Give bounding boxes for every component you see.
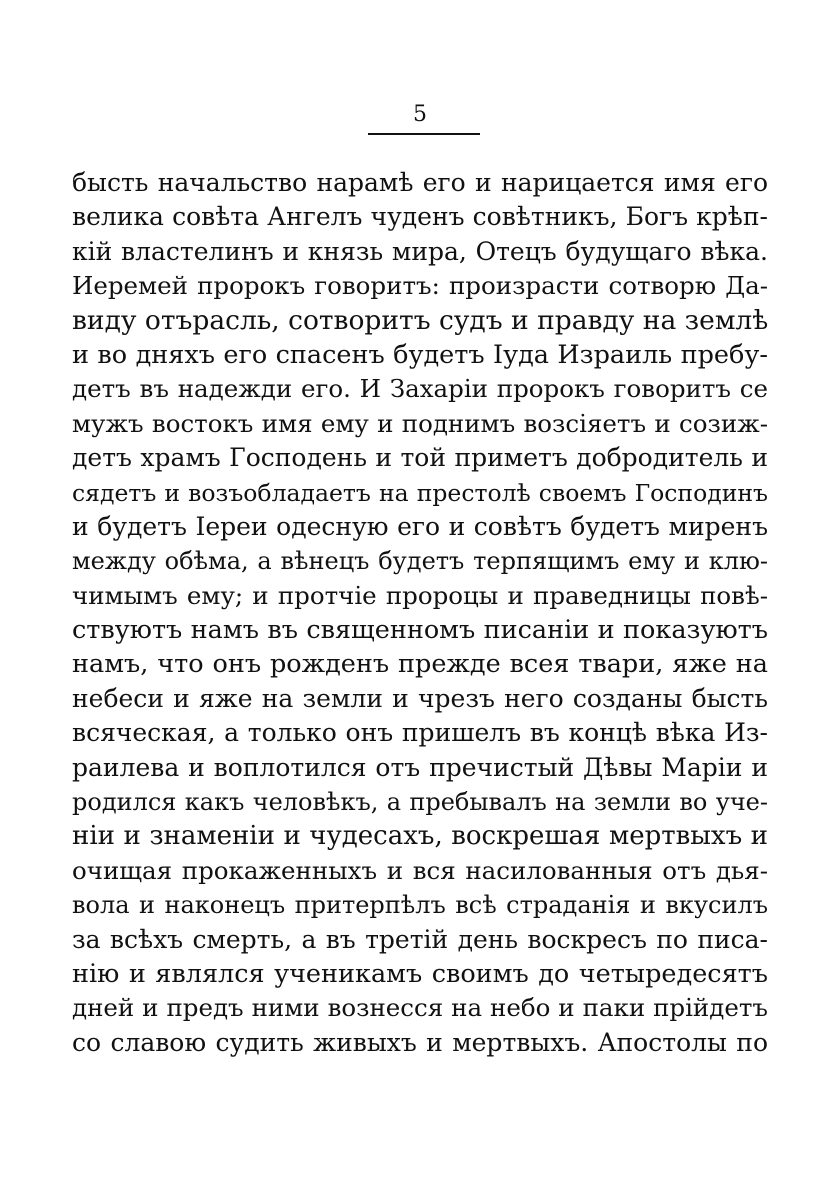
text-line: ніи и знаменіи и чудесахъ, воскрешая мертвыхъ и <box>72 821 768 852</box>
text-line: со славою судить живыхъ и мертвыхъ. Апостолы по <box>72 1027 768 1057</box>
text-line: Иеремей пророкъ говоритъ: произрасти сотворю Да- <box>72 271 768 301</box>
text-line: за всѣхъ смерть, а въ третій день воскресъ по писа- <box>72 924 768 954</box>
text-line: нію и являлся ученикамъ своимъ до четыредесятъ <box>72 958 768 989</box>
text-line: намъ, что онъ рожденъ прежде всея твари, яже на <box>72 649 768 680</box>
text-line: небеси и яже на земли и чрезъ него созданы бысть <box>72 683 768 713</box>
page-number: 5 <box>413 102 427 127</box>
text-line: сядетъ и возъобладаетъ на престолѣ своемъ Господинъ <box>72 478 768 507</box>
header-rule <box>368 133 480 135</box>
body-text <box>72 166 768 1060</box>
text-line: очищая прокаженныхъ и вся насилованныя отъ дья- <box>72 855 768 885</box>
text-line: детъ въ надежди его. И Захаріи пророкъ говоритъ се <box>72 374 768 404</box>
text-line: чимымъ ему; и протчіе пророцы и праведницы повѣ- <box>72 580 768 610</box>
text-line: всяческая, а только онъ пришелъ въ концѣ вѣка Из- <box>72 718 768 748</box>
text-line: кій властелинъ и князь мира, Отецъ будущаго вѣка. <box>72 236 768 266</box>
text-line: и во дняхъ его спасенъ будетъ Іуда Израиль пребу- <box>72 339 768 370</box>
text-line: раилева и воплотился отъ пречистый Дѣвы Маріи и <box>72 752 768 782</box>
text-line: ствуютъ намъ въ священномъ писаніи и показуютъ <box>72 615 768 646</box>
text-line: между обѣма, а вѣнецъ будетъ терпящимъ ему и клю- <box>72 547 768 576</box>
text-line: бысть начальство нарамѣ его и нарицается имя его <box>72 168 768 197</box>
text-line: вола и наконецъ притерпѣлъ всѣ страданія и вкусилъ <box>72 891 768 920</box>
text-line: и будетъ Іереи одесную его и совѣтъ будетъ миренъ <box>72 511 768 541</box>
text-line: мужъ востокъ имя ему и поднимъ возсіяетъ и созиж- <box>72 408 768 438</box>
text-line: виду отърасль, сотворитъ судъ и правду на землѣ <box>72 304 769 336</box>
text-line: дней и предъ ними вознесся на небо и паки прійдетъ <box>72 993 768 1023</box>
text-line: детъ храмъ Господень и той приметъ добродитель и <box>72 443 768 473</box>
text-line: родился какъ человѣкъ, а пребывалъ на земли во уче- <box>72 788 768 817</box>
text-line: велика совѣта Ангелъ чуденъ совѣтникъ, Богъ крѣп- <box>72 202 768 232</box>
